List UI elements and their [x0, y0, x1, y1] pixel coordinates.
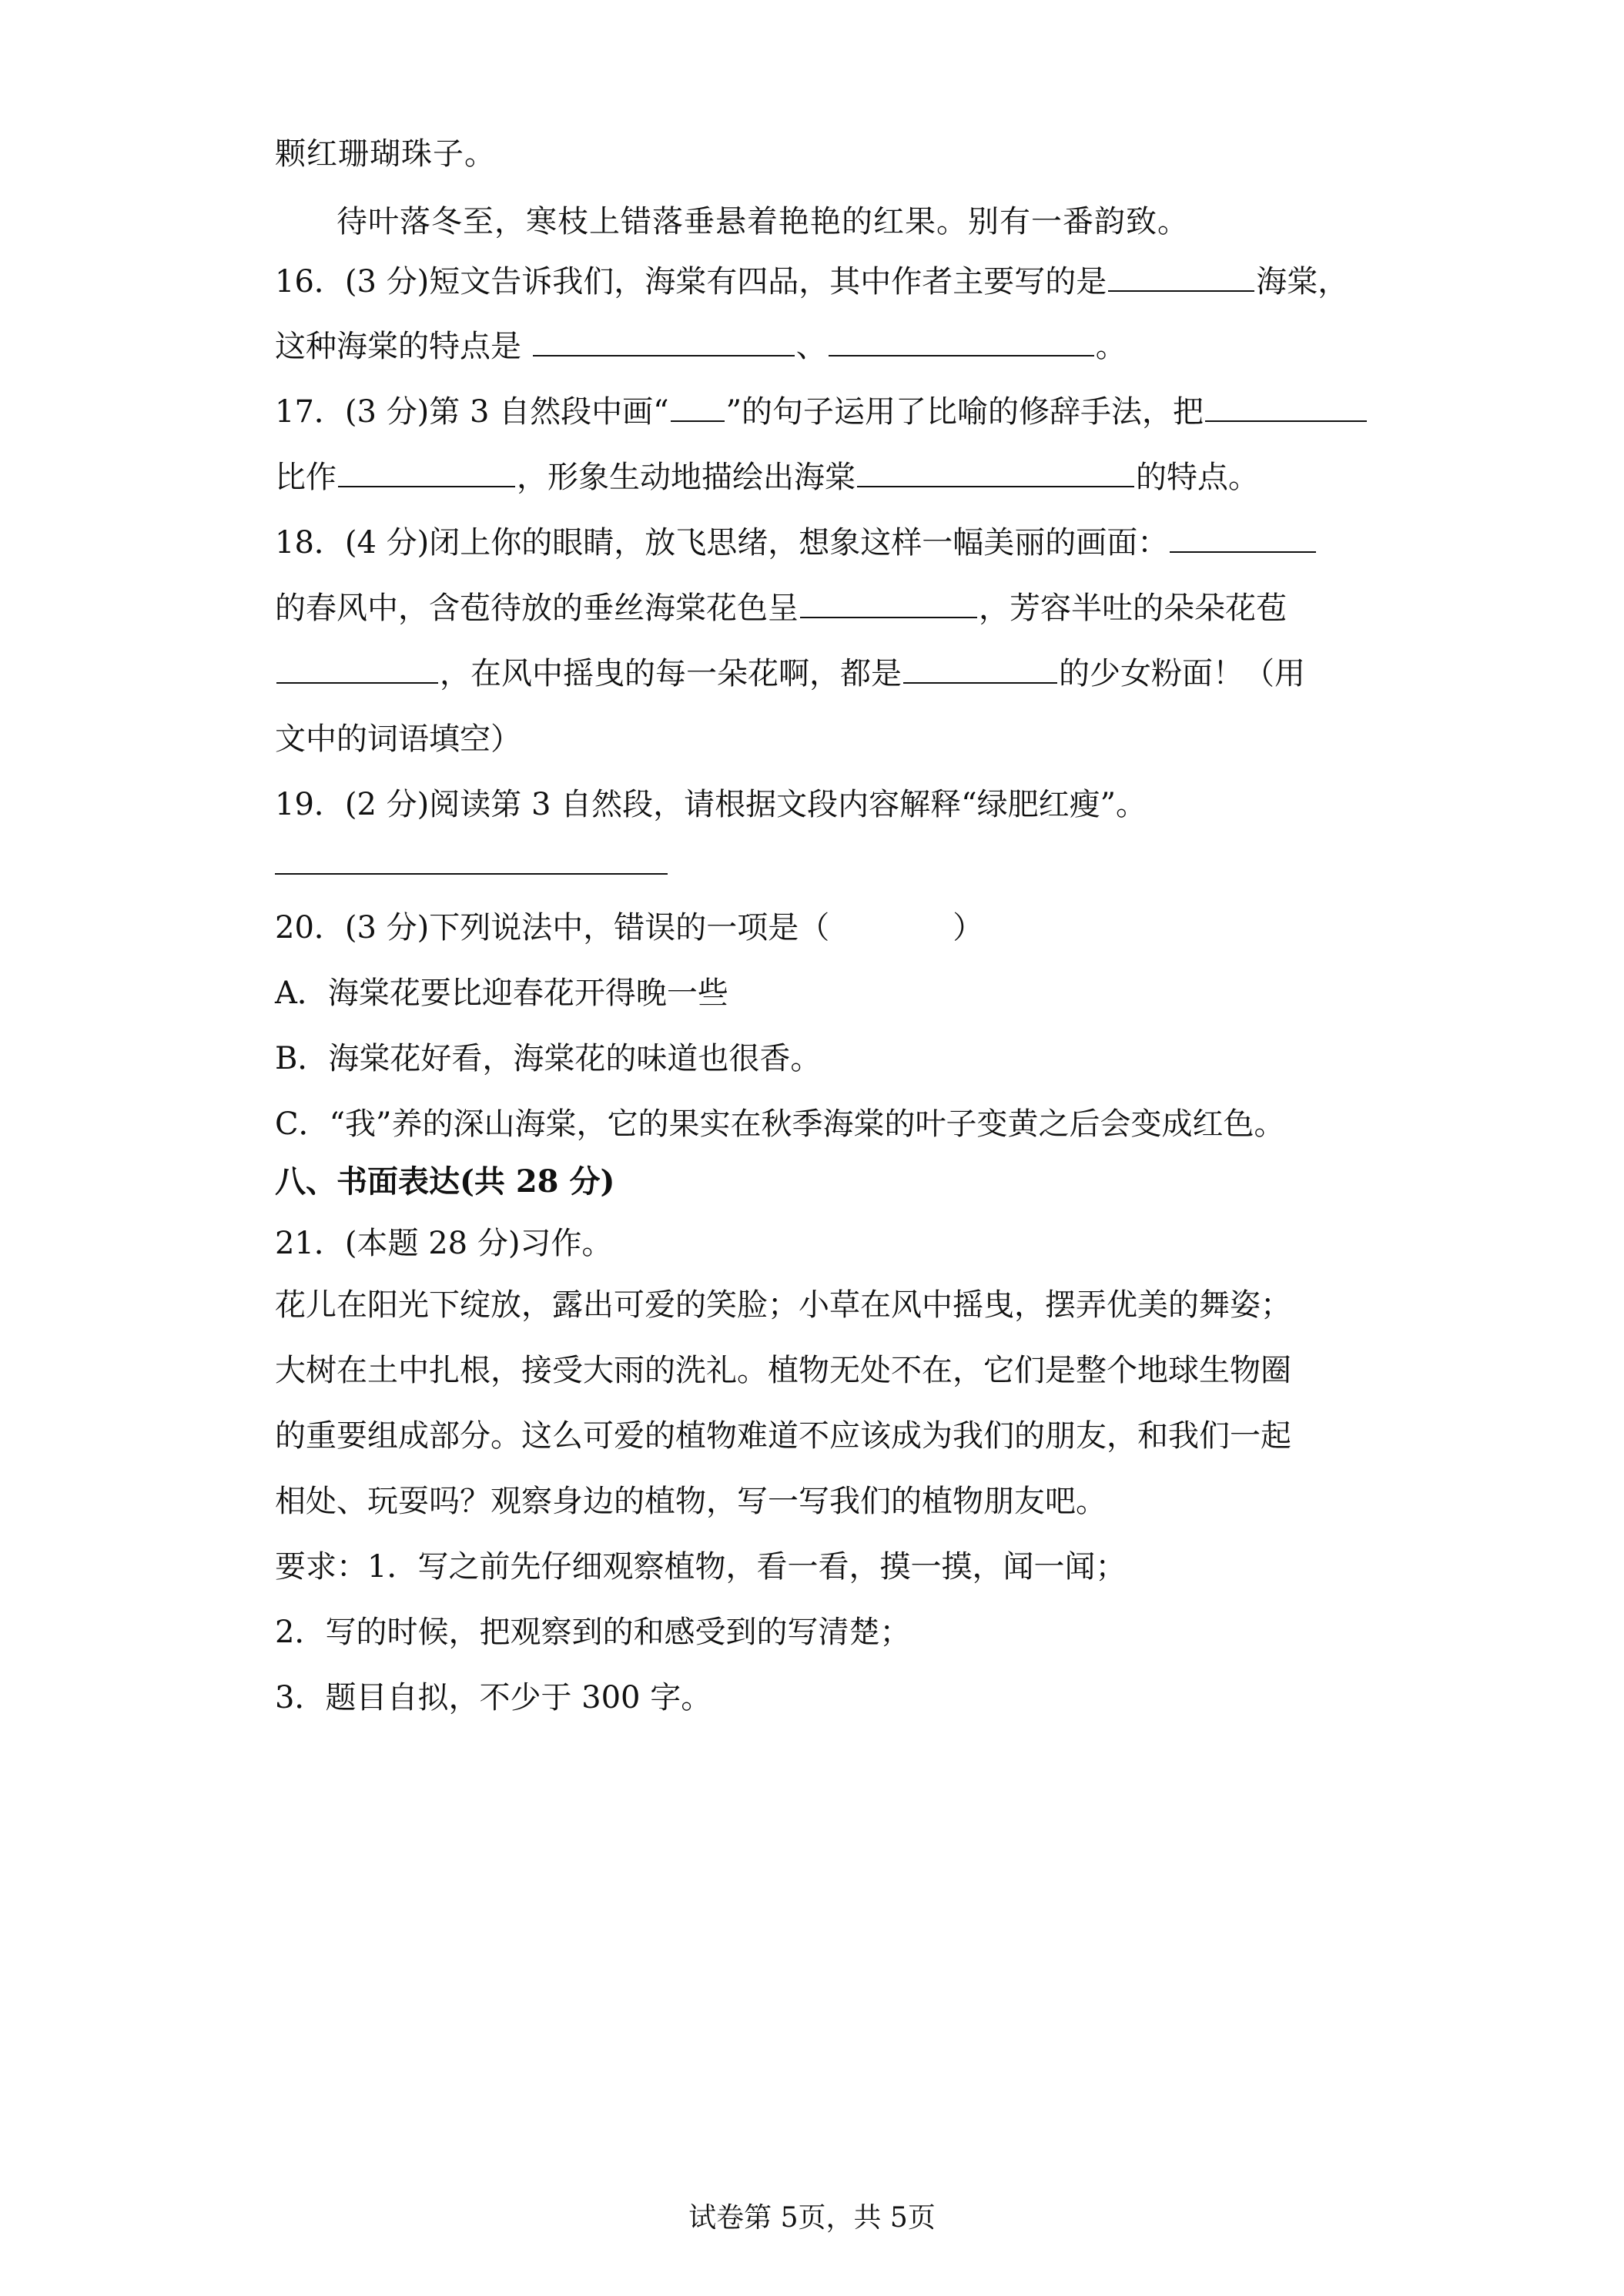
question-16-line-2 — [275, 323, 1368, 370]
question-18-line-3 — [275, 651, 1368, 697]
answer-blank[interactable] — [903, 651, 1057, 684]
prompt-line-2: 大树在土中扎根，接受大雨的洗礼。植物无处不在，它们是整个地球生物圈 — [275, 1353, 1291, 1388]
requirement-1: 要求：1．写之前先仔细观察植物，看一看，摸一摸，闻一闻； — [275, 1549, 1127, 1585]
answer-blank[interactable] — [1205, 390, 1367, 422]
question-21: 21．(本题 28 分)习作。 — [275, 1226, 613, 1261]
question-17-line-2 — [275, 454, 1368, 500]
question-17-text: 的特点。 — [1136, 460, 1259, 495]
answer-blank[interactable] — [1170, 520, 1316, 553]
separator: 、 — [795, 329, 827, 364]
option-c[interactable]: C．“我”养的深山海棠，它的果实在秋季海棠的叶子变黄之后会变成红色。 — [275, 1106, 1285, 1142]
option-a[interactable]: A．海棠花要比迎春花开得晚一些 — [275, 976, 728, 1011]
question-17-text: 比作 — [275, 460, 337, 495]
prompt-line-3: 的重要组成部分。这么可爱的植物难道不应该成为我们的朋友，和我们一起 — [275, 1418, 1291, 1454]
answer-blank[interactable] — [829, 324, 1094, 356]
answer-blank[interactable] — [1108, 259, 1254, 292]
page-footer: 试卷第 5页，共 5页 — [688, 2202, 936, 2234]
answer-blank[interactable] — [857, 455, 1134, 487]
question-16-text: 这种海棠的特点是 — [275, 329, 531, 364]
question-17-stem: 17．(3 分)第 3 自然段中画“ — [275, 394, 669, 430]
question-18-text: ，在风中摇曳的每一朵花啊，都是 — [440, 656, 902, 691]
prompt-line-1: 花儿在阳光下绽放，露出可爱的笑脸；小草在风中摇曳，摆弄优美的舞姿； — [275, 1287, 1291, 1323]
question-16-line-1 — [275, 259, 1368, 305]
underline-marker — [671, 390, 725, 422]
passage-line-1: 颗红珊瑚珠子。 — [275, 136, 496, 172]
question-18-text: 的春风中，含苞待放的垂丝海棠花色呈 — [275, 591, 799, 626]
answer-blank[interactable] — [338, 455, 515, 487]
question-18-stem: 18．(4 分)闭上你的眼睛，放飞思绪，想象这样一幅美丽的画面： — [275, 525, 1169, 561]
question-18-text: 的少女粉面！（用 — [1059, 656, 1305, 691]
question-20: 20．(3 分)下列说法中，错误的一项是（ ） — [275, 910, 984, 946]
question-18-line-2 — [275, 585, 1368, 631]
question-17-text: ”的句子运用了比喻的修辞手法，把 — [725, 394, 1204, 430]
question-18-line-4: 文中的词语填空） — [275, 721, 521, 757]
answer-blank[interactable] — [800, 586, 977, 618]
prompt-line-4: 相处、玩耍吗？观察身边的植物，写一写我们的植物朋友吧。 — [275, 1484, 1107, 1519]
answer-line[interactable] — [275, 873, 668, 875]
question-17-line-1 — [275, 389, 1368, 435]
requirement-2: 2．写的时候，把观察到的和感受到的写清楚； — [275, 1615, 911, 1650]
question-18-line-1 — [275, 520, 1368, 566]
period: 。 — [1095, 329, 1127, 364]
answer-blank[interactable] — [533, 324, 795, 356]
option-b[interactable]: B．海棠花好看，海棠花的味道也很香。 — [275, 1041, 822, 1076]
passage-line-2: 待叶落冬至，寒枝上错落垂悬着艳艳的红果。别有一番韵致。 — [337, 204, 1189, 239]
answer-blank[interactable] — [276, 651, 438, 684]
requirement-3: 3．题目自拟，不少于 300 字。 — [275, 1680, 712, 1715]
section-title: 八、书面表达(共 28 分) — [275, 1163, 615, 1200]
question-17-text: ，形象生动地描绘出海棠 — [517, 460, 856, 495]
question-16-stem: 16．(3 分)短文告诉我们，海棠有四品，其中作者主要写的是 — [275, 264, 1107, 300]
question-19: 19．(2 分)阅读第 3 自然段，请根据文段内容解释“绿肥红瘦”。 — [275, 787, 1147, 822]
question-16-text: 海棠， — [1256, 264, 1349, 300]
question-18-text: ，芳容半吐的朵朵花苞 — [979, 591, 1287, 626]
